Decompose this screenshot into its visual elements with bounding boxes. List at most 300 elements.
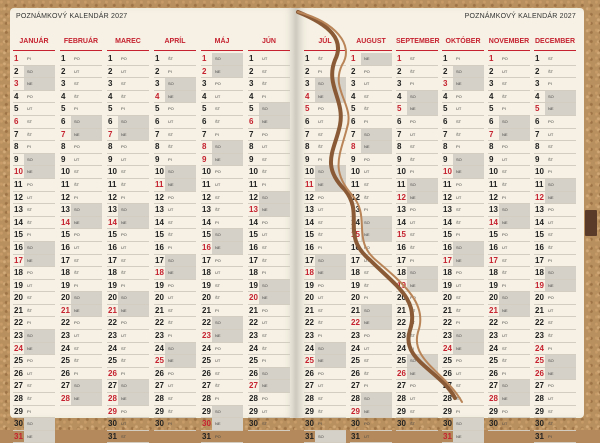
day-number: 13 <box>61 205 70 215</box>
day-number: 4 <box>202 91 207 101</box>
day-number: 13 <box>249 205 258 215</box>
day-number: 28 <box>202 394 211 404</box>
day-number: 3 <box>61 79 66 89</box>
day-number: 2 <box>489 66 494 76</box>
day-number: 30 <box>155 419 164 429</box>
day-row[interactable] <box>534 431 576 443</box>
day-number: 26 <box>155 368 164 378</box>
day-number: 19 <box>202 280 211 290</box>
weekday-abbr: ST <box>74 345 80 351</box>
weekday-abbr: PO <box>262 131 268 137</box>
day-number: 25 <box>351 356 360 366</box>
weekday-abbr: UT <box>410 131 416 137</box>
weekday-abbr: PI <box>74 282 78 288</box>
day-number: 6 <box>489 116 494 126</box>
day-number: 29 <box>351 406 360 416</box>
day-number: 5 <box>155 104 160 114</box>
day-number: 22 <box>397 318 406 328</box>
weekday-abbr: UT <box>262 408 268 414</box>
day-number: 6 <box>14 116 19 126</box>
day-number: 7 <box>61 129 66 139</box>
day-number: 21 <box>397 305 406 315</box>
weekday-abbr: UT <box>262 232 268 238</box>
day-number: 15 <box>397 230 406 240</box>
weekday-abbr: ŠT <box>456 307 462 313</box>
day-number: 5 <box>305 104 310 114</box>
day-number: 26 <box>108 368 117 378</box>
weekday-abbr: UT <box>502 421 508 427</box>
day-number: 15 <box>249 230 258 240</box>
weekday-abbr: ST <box>168 131 174 137</box>
day-number: 18 <box>397 268 406 278</box>
day-number: 11 <box>305 179 314 189</box>
weekday-abbr: NE <box>548 106 554 112</box>
weekday-abbr: PO <box>410 118 416 124</box>
weekday-abbr: ŠT <box>215 295 221 301</box>
day-number: 11 <box>249 179 258 189</box>
weekday-abbr: PI <box>410 169 414 175</box>
day-number: 21 <box>155 305 164 315</box>
weekday-abbr: ŠT <box>318 56 324 61</box>
weekday-abbr: ST <box>121 257 127 263</box>
day-number: 11 <box>155 179 164 189</box>
weekday-abbr: PI <box>318 156 322 162</box>
weekday-abbr: ST <box>262 156 268 162</box>
weekday-abbr: ŠT <box>548 421 554 427</box>
weekday-abbr: NE <box>364 408 370 414</box>
weekday-abbr: NE <box>410 282 416 288</box>
weekday-abbr: ŠT <box>502 270 508 276</box>
weekday-abbr: PI <box>456 144 460 150</box>
day-row[interactable] <box>201 431 243 443</box>
day-number: 5 <box>489 104 494 114</box>
day-number: 5 <box>61 104 66 114</box>
day-number: 26 <box>305 368 314 378</box>
day-number: 17 <box>305 255 314 265</box>
weekday-abbr: PO <box>502 56 508 61</box>
day-number: 28 <box>14 394 23 404</box>
weekday-abbr: ST <box>410 232 416 238</box>
weekday-abbr: NE <box>121 396 127 402</box>
weekday-abbr: PI <box>364 207 368 213</box>
weekday-abbr: NE <box>318 358 324 364</box>
weekday-abbr: PO <box>456 181 462 187</box>
weekday-abbr: SO <box>456 244 462 250</box>
day-number: 15 <box>202 230 211 240</box>
day-number: 16 <box>14 242 23 252</box>
weekday-abbr: ŠT <box>168 408 174 414</box>
weekday-abbr: ŠT <box>27 307 33 313</box>
weekday-abbr: NE <box>548 282 554 288</box>
weekday-abbr: UT <box>410 219 416 225</box>
weekday-abbr: ST <box>410 408 416 414</box>
day-number: 25 <box>61 356 70 366</box>
day-number: 13 <box>443 205 452 215</box>
day-number: 18 <box>535 268 544 278</box>
weekday-abbr: ST <box>410 320 416 326</box>
weekday-abbr: PO <box>262 219 268 225</box>
weekday-abbr: ŠT <box>410 156 416 162</box>
weekday-abbr: PO <box>548 295 554 301</box>
weekday-abbr: NE <box>318 93 324 99</box>
day-number: 8 <box>305 142 310 152</box>
day-number: 12 <box>397 192 406 202</box>
day-number: 2 <box>155 66 160 76</box>
day-number: 20 <box>351 293 360 303</box>
day-number: 21 <box>14 305 23 315</box>
day-number: 30 <box>202 419 211 429</box>
month-name: JÚN <box>248 38 290 51</box>
weekday-abbr: NE <box>74 307 80 313</box>
weekday-abbr: ŠT <box>262 345 268 351</box>
weekday-abbr: PI <box>318 244 322 250</box>
day-number: 1 <box>155 54 160 63</box>
weekday-abbr: PI <box>215 307 219 313</box>
day-number: 9 <box>61 154 66 164</box>
weekday-abbr: PO <box>121 320 127 326</box>
day-number: 9 <box>155 154 160 164</box>
weekday-abbr: SO <box>262 282 268 288</box>
day-number: 9 <box>397 154 402 164</box>
weekday-abbr: NE <box>168 358 174 364</box>
weekday-abbr: NE <box>456 433 462 439</box>
day-number: 13 <box>202 205 211 215</box>
day-number: 5 <box>108 104 113 114</box>
day-number: 4 <box>443 91 448 101</box>
day-number: 17 <box>535 255 544 265</box>
day-number: 8 <box>535 142 540 152</box>
weekday-abbr: ST <box>318 131 324 137</box>
weekday-abbr: ŠT <box>27 131 33 137</box>
weekday-abbr: ST <box>121 433 127 439</box>
day-number: 17 <box>155 255 164 265</box>
weekday-abbr: PO <box>364 421 370 427</box>
day-number: 1 <box>351 54 356 63</box>
weekday-abbr: NE <box>215 244 221 250</box>
day-number: 20 <box>14 293 23 303</box>
weekday-abbr: PI <box>548 169 552 175</box>
day-number: 30 <box>351 419 360 429</box>
weekday-abbr: PI <box>410 257 414 263</box>
day-number: 20 <box>535 293 544 303</box>
day-number: 12 <box>443 192 452 202</box>
day-row[interactable] <box>442 431 484 443</box>
day-number: 30 <box>397 419 406 429</box>
weekday-abbr: PI <box>318 421 322 427</box>
weekday-abbr: PO <box>168 370 174 376</box>
weekday-abbr: SO <box>215 144 221 150</box>
day-number: 12 <box>108 192 117 202</box>
weekday-abbr: ST <box>168 219 174 225</box>
day-number: 1 <box>305 54 310 63</box>
weekday-abbr: PI <box>168 333 172 339</box>
weekday-abbr: NE <box>262 207 268 213</box>
weekday-abbr: UT <box>502 156 508 162</box>
day-number: 14 <box>61 217 70 227</box>
weekday-abbr: NE <box>215 156 221 162</box>
day-number: 8 <box>249 142 254 152</box>
day-number: 25 <box>305 356 314 366</box>
day-number: 2 <box>351 66 356 76</box>
day-number: 9 <box>443 154 448 164</box>
weekday-abbr: PI <box>168 421 172 427</box>
day-number: 25 <box>489 356 498 366</box>
day-number: 13 <box>535 205 544 215</box>
weekday-abbr: ST <box>502 81 508 87</box>
day-number: 24 <box>351 343 360 353</box>
day-number: 3 <box>14 79 19 89</box>
day-number: 16 <box>249 242 258 252</box>
weekday-abbr: UT <box>121 68 127 74</box>
day-number: 1 <box>202 54 207 63</box>
day-number: 6 <box>108 116 113 126</box>
day-number: 29 <box>108 406 117 416</box>
weekday-abbr: SO <box>74 207 80 213</box>
day-number: 9 <box>351 154 356 164</box>
weekday-abbr: UT <box>456 194 462 200</box>
weekday-abbr: UT <box>121 244 127 250</box>
weekday-abbr: ST <box>215 194 221 200</box>
day-number: 31 <box>305 431 314 441</box>
day-number: 23 <box>351 331 360 341</box>
day-number: 12 <box>14 192 23 202</box>
day-number: 14 <box>397 217 406 227</box>
weekday-abbr: SO <box>410 270 416 276</box>
day-number: 18 <box>489 268 498 278</box>
day-number: 11 <box>351 179 360 189</box>
weekday-abbr: UT <box>364 81 370 87</box>
month-name: SEPTEMBER <box>396 38 438 51</box>
weekday-abbr: NE <box>456 257 462 263</box>
day-number: 23 <box>249 331 258 341</box>
weekday-abbr: PI <box>168 68 172 74</box>
weekday-abbr: UT <box>168 118 174 124</box>
day-number: 16 <box>155 242 164 252</box>
weekday-abbr: UT <box>27 106 33 112</box>
day-number: 19 <box>108 280 117 290</box>
weekday-abbr: ŠT <box>364 194 370 200</box>
day-number: 2 <box>14 66 19 76</box>
weekday-abbr: NE <box>502 131 508 137</box>
day-number: 14 <box>249 217 258 227</box>
weekday-abbr: UT <box>318 207 324 213</box>
day-row[interactable] <box>107 431 149 443</box>
day-number: 28 <box>108 394 117 404</box>
weekday-abbr: UT <box>215 270 221 276</box>
day-number: 24 <box>61 343 70 353</box>
weekday-abbr: SO <box>27 421 33 427</box>
day-number: 1 <box>108 54 113 63</box>
weekday-abbr: NE <box>318 270 324 276</box>
weekday-abbr: NE <box>364 232 370 238</box>
day-number: 29 <box>397 406 406 416</box>
day-number: 27 <box>155 381 164 391</box>
weekday-abbr: UT <box>318 295 324 301</box>
weekday-abbr: ST <box>74 81 80 87</box>
day-number: 28 <box>61 394 70 404</box>
month-name: NOVEMBER <box>488 38 530 51</box>
weekday-abbr: ST <box>121 81 127 87</box>
day-number: 28 <box>351 394 360 404</box>
weekday-abbr: PO <box>121 144 127 150</box>
day-number: 21 <box>202 305 211 315</box>
day-number: 24 <box>443 343 452 353</box>
weekday-abbr: NE <box>456 345 462 351</box>
weekday-abbr: ST <box>364 181 370 187</box>
day-number: 1 <box>443 54 448 63</box>
day-number: 5 <box>397 104 402 114</box>
weekday-abbr: PO <box>168 194 174 200</box>
weekday-abbr: ŠT <box>502 93 508 99</box>
weekday-abbr: SO <box>548 358 554 364</box>
weekday-abbr: NE <box>74 396 80 402</box>
day-number: 10 <box>351 167 360 177</box>
day-number: 20 <box>397 293 406 303</box>
weekday-abbr: PI <box>364 383 368 389</box>
weekday-abbr: SO <box>410 358 416 364</box>
weekday-abbr: PO <box>318 370 324 376</box>
day-number: 7 <box>489 129 494 139</box>
weekday-abbr: PI <box>121 282 125 288</box>
day-number: 10 <box>61 167 70 177</box>
weekday-abbr: UT <box>318 383 324 389</box>
weekday-abbr: PI <box>410 345 414 351</box>
weekday-abbr: SO <box>121 383 127 389</box>
day-number: 11 <box>535 179 544 189</box>
day-number: 15 <box>108 230 117 240</box>
day-number: 15 <box>443 230 452 240</box>
weekday-abbr: ST <box>456 383 462 389</box>
day-number: 19 <box>305 280 314 290</box>
weekday-abbr: ŠT <box>27 396 33 402</box>
weekday-abbr: PI <box>74 370 78 376</box>
day-number: 2 <box>443 66 448 76</box>
day-number: 8 <box>155 142 160 152</box>
day-number: 27 <box>443 381 452 391</box>
weekday-abbr: ŠT <box>262 257 268 263</box>
weekday-abbr: SO <box>74 383 80 389</box>
weekday-abbr: UT <box>364 433 370 439</box>
day-row[interactable] <box>13 431 55 443</box>
weekday-abbr: UT <box>456 282 462 288</box>
weekday-abbr: PI <box>27 320 31 326</box>
weekday-abbr: PI <box>502 370 506 376</box>
weekday-abbr: UT <box>262 320 268 326</box>
day-number: 5 <box>351 104 356 114</box>
day-number: 2 <box>61 66 66 76</box>
weekday-abbr: ST <box>364 358 370 364</box>
day-number: 17 <box>108 255 117 265</box>
day-number: 26 <box>535 368 544 378</box>
weekday-abbr: ŠT <box>410 244 416 250</box>
day-number: 14 <box>202 217 211 227</box>
day-number: 12 <box>351 192 360 202</box>
weekday-abbr: PI <box>456 408 460 414</box>
weekday-abbr: ST <box>502 345 508 351</box>
day-number: 6 <box>351 116 356 126</box>
day-number: 27 <box>249 381 258 391</box>
day-number: 11 <box>443 179 452 189</box>
weekday-abbr: SO <box>168 257 174 263</box>
weekday-abbr: UT <box>27 282 33 288</box>
weekday-abbr: ŠT <box>548 156 554 162</box>
day-number: 7 <box>155 129 160 139</box>
weekday-abbr: ST <box>502 169 508 175</box>
day-number: 16 <box>443 242 452 252</box>
weekday-abbr: ŠT <box>74 93 80 99</box>
weekday-abbr: SO <box>318 257 324 263</box>
weekday-abbr: PO <box>456 270 462 276</box>
weekday-abbr: NE <box>27 257 33 263</box>
day-number: 28 <box>535 394 544 404</box>
day-number: 14 <box>535 217 544 227</box>
weekday-abbr: UT <box>262 56 268 61</box>
month-name: FEBRUÁR <box>60 38 102 51</box>
weekday-abbr: ŠT <box>364 370 370 376</box>
day-number: 31 <box>443 431 452 441</box>
day-number: 3 <box>535 79 540 89</box>
day-number: 14 <box>108 217 117 227</box>
weekday-abbr: ST <box>74 169 80 175</box>
day-number: 24 <box>489 343 498 353</box>
weekday-abbr: UT <box>456 106 462 112</box>
weekday-abbr: SO <box>27 68 33 74</box>
weekday-abbr: ŠT <box>456 131 462 137</box>
day-number: 31 <box>351 431 360 441</box>
weekday-abbr: SO <box>502 295 508 301</box>
day-number: 7 <box>108 129 113 139</box>
weekday-abbr: NE <box>121 131 127 137</box>
weekday-abbr: NE <box>74 219 80 225</box>
weekday-abbr: PO <box>364 156 370 162</box>
day-number: 24 <box>108 343 117 353</box>
day-number: 10 <box>443 167 452 177</box>
weekday-abbr: UT <box>456 370 462 376</box>
weekday-abbr: SO <box>548 181 554 187</box>
day-number: 21 <box>535 305 544 315</box>
day-row[interactable] <box>350 431 392 443</box>
month-name: APRÍL <box>154 38 196 51</box>
day-number: 2 <box>202 66 207 76</box>
weekday-abbr: PI <box>74 106 78 112</box>
weekday-abbr: SO <box>548 93 554 99</box>
day-number: 12 <box>202 192 211 202</box>
weekday-abbr: SO <box>168 345 174 351</box>
day-number: 31 <box>108 431 117 441</box>
day-number: 16 <box>202 242 211 252</box>
weekday-abbr: ST <box>410 56 416 61</box>
day-number: 13 <box>14 205 23 215</box>
day-number: 6 <box>202 116 207 126</box>
day-number: 23 <box>108 331 117 341</box>
weekday-abbr: SO <box>456 68 462 74</box>
weekday-abbr: SO <box>262 370 268 376</box>
day-number: 18 <box>249 268 258 278</box>
weekday-abbr: PI <box>121 106 125 112</box>
weekday-abbr: UT <box>502 333 508 339</box>
day-number: 11 <box>202 179 211 189</box>
day-number: 30 <box>14 419 23 429</box>
weekday-abbr: PI <box>364 118 368 124</box>
day-row[interactable] <box>304 431 346 443</box>
day-number: 30 <box>108 419 117 429</box>
weekday-abbr: NE <box>27 81 33 87</box>
day-number: 27 <box>61 381 70 391</box>
weekday-abbr: SO <box>168 169 174 175</box>
day-number: 4 <box>489 91 494 101</box>
day-number: 26 <box>61 368 70 378</box>
day-number: 30 <box>489 419 498 429</box>
